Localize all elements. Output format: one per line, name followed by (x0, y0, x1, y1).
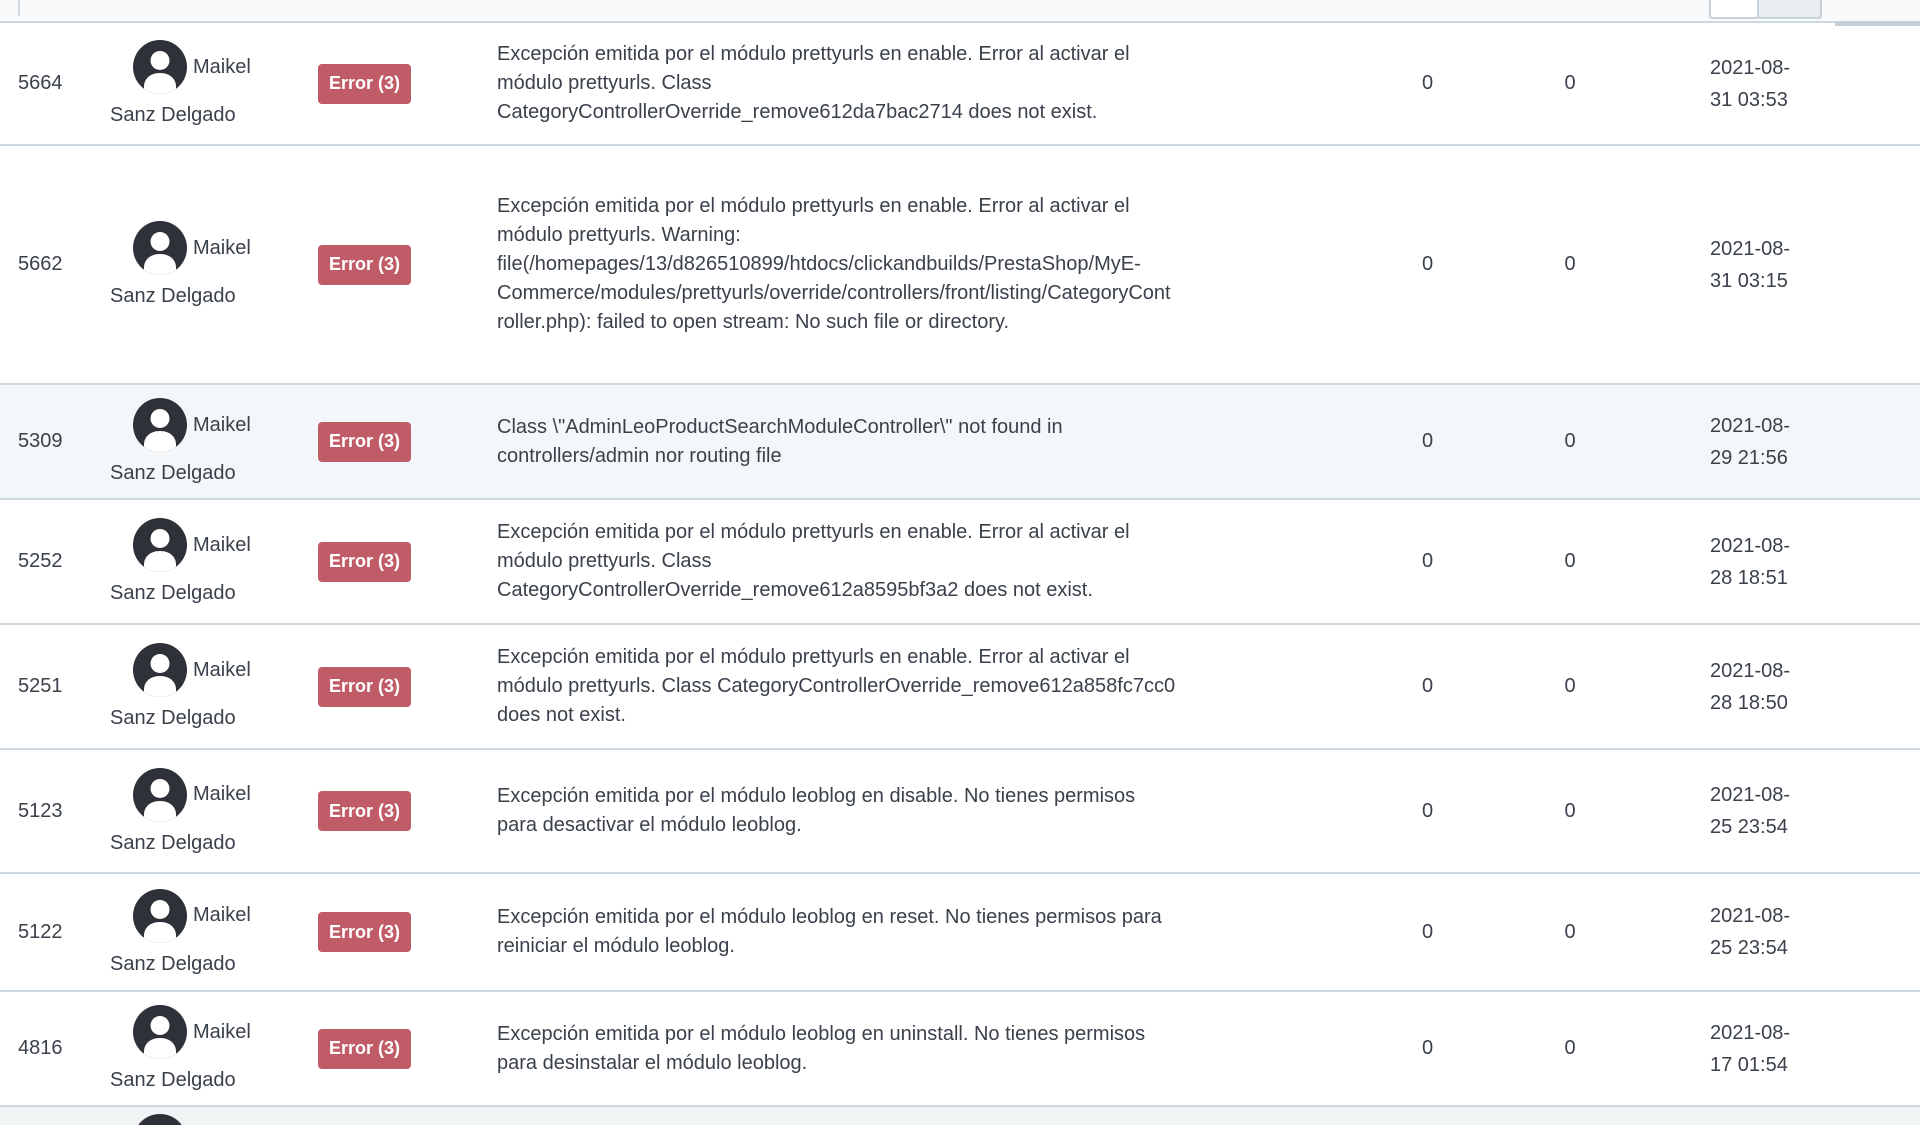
severity-badge: Error (3) (318, 245, 411, 285)
employee-name-first: Maikel (193, 55, 251, 78)
employee-name-last: Sanz Delgado (110, 831, 236, 854)
severity-badge: Error (3) (318, 912, 411, 952)
date-text: 2021-08-17 01:54 (1710, 1021, 1791, 1076)
employee-cell (100, 40, 310, 127)
table-row (0, 623, 1920, 748)
date-cell (1590, 779, 1920, 843)
message-cell: Excepción emitida por el módulo leoblog en reset. No tienes permisos para reiniciar el módulo leoblog. (497, 906, 1162, 957)
employee-name-first: Maikel (193, 533, 251, 556)
employee-name-last: Sanz Delgado (110, 285, 236, 307)
scrollbar-fragment[interactable] (1835, 21, 1920, 26)
log-id-cell: 5252 (18, 550, 63, 572)
employee-cell (100, 889, 310, 976)
employee-cell (100, 518, 310, 605)
object-id-cell: 0 (1421, 430, 1434, 452)
log-id-cell: 5664 (18, 72, 63, 94)
employee-name-first: Maikel (193, 783, 251, 805)
date-cell (1590, 233, 1920, 297)
error-code-cell: 0 (1564, 253, 1576, 275)
severity-cell (310, 64, 490, 104)
employee-avatar (133, 889, 187, 943)
employee-name-last: Sanz Delgado (110, 462, 236, 484)
table-body (0, 23, 1920, 1105)
table-row (0, 23, 1920, 144)
severity-badge: Error (3) (318, 667, 411, 707)
employee-cell (100, 398, 310, 485)
employee-avatar (133, 768, 187, 822)
date-text: 2021-08-25 23:54 (1710, 905, 1791, 959)
date-text: 2021-08-25 23:54 (1710, 784, 1791, 838)
employee-name-last: Sanz Delgado (110, 104, 236, 126)
employee-name-last: Sanz Delgado (110, 1069, 236, 1091)
severity-badge: Error (3) (318, 1029, 411, 1069)
object-id-cell: 0 (1421, 253, 1434, 275)
employee-name-first: Maikel (193, 1020, 251, 1043)
employee-name-first: Maikel (193, 658, 251, 681)
message-cell: Excepción emitida por el módulo prettyurls en enable. Error al activar el módulo prettyurls. Class CategoryControllerOverride_remove612a858fc7cc0 does not exist. (497, 646, 1176, 726)
table-row (0, 990, 1920, 1105)
employee-avatar (133, 221, 187, 275)
employee-name-first: Maikel (193, 904, 251, 926)
employee-cell (100, 221, 310, 308)
error-code-cell: 0 (1564, 72, 1576, 94)
severity-cell (310, 791, 490, 831)
message-cell: Excepción emitida por el módulo prettyurls en enable. Error al activar el módulo prettyurls. Warning: file(/homepages/13/d826510899/htdocs/clickandbuilds/PrestaShop/MyE-Commerce/modules/prettyurls/override/controllers/front/listing/CategoryController.php): failed to open stream: No such file or directory. (497, 195, 1171, 333)
employee-avatar (133, 643, 187, 697)
employee-name-first: Maikel (193, 236, 251, 259)
log-id-cell: 5123 (18, 799, 63, 822)
filter-input-fragment (18, 0, 20, 16)
severity-badge: Error (3) (318, 542, 411, 582)
message-cell: Class \"AdminLeoProductSearchModuleController\" not found in controllers/admin nor routing file (497, 415, 1063, 467)
date-text: 2021-08-31 03:15 (1710, 237, 1791, 292)
date-cell (1590, 410, 1920, 474)
severity-cell (310, 667, 490, 707)
filter-buttons (1709, 0, 1822, 19)
object-id-cell: 0 (1421, 675, 1434, 697)
severity-cell (310, 422, 490, 462)
error-code-cell: 0 (1564, 550, 1576, 572)
employee-avatar (133, 40, 187, 94)
severity-badge: Error (3) (318, 64, 411, 104)
object-id-cell: 0 (1421, 920, 1434, 943)
message-cell: Excepción emitida por el módulo leoblog en disable. No tienes permisos para desactivar el módulo leoblog. (497, 785, 1136, 836)
severity-badge: Error (3) (318, 422, 411, 462)
date-cell (1590, 52, 1920, 116)
object-id-cell: 0 (1421, 72, 1434, 94)
log-id-cell: 5309 (18, 430, 63, 452)
message-cell: Excepción emitida por el módulo leoblog en uninstall. No tienes permisos para desinstalar el módulo leoblog. (497, 1022, 1146, 1074)
date-cell (1590, 1017, 1920, 1081)
employee-name-last: Sanz Delgado (110, 952, 236, 975)
date-cell (1590, 530, 1920, 594)
table-filter-bar (0, 0, 1920, 23)
object-id-cell: 0 (1421, 550, 1434, 572)
employee-name-last: Sanz Delgado (110, 582, 236, 604)
severity-cell (310, 245, 490, 285)
error-code-cell: 0 (1564, 430, 1576, 452)
employee-avatar (133, 1114, 187, 1125)
date-text: 2021-08-28 18:50 (1710, 659, 1791, 714)
date-text: 2021-08-28 18:51 (1710, 534, 1791, 589)
error-code-cell: 0 (1564, 1037, 1576, 1059)
employee-name-first: Maikel (193, 413, 251, 436)
log-id-cell: 4816 (18, 1037, 63, 1059)
message-cell: Excepción emitida por el módulo prettyurls en enable. Error al activar el módulo prettyurls. Class CategoryControllerOverride_remove612da7bac2714 does not exist. (497, 43, 1130, 123)
error-code-cell: 0 (1564, 799, 1576, 822)
object-id-cell: 0 (1421, 799, 1434, 822)
table-row (0, 498, 1920, 623)
error-code-cell: 0 (1564, 675, 1576, 697)
date-text: 2021-08-31 03:53 (1710, 56, 1791, 111)
employee-avatar (133, 398, 187, 452)
message-cell: Excepción emitida por el módulo prettyurls en enable. Error al activar el módulo prettyurls. Class CategoryControllerOverride_remove612a8595bf3a2 does not exist. (497, 521, 1130, 601)
object-id-cell: 0 (1421, 1037, 1434, 1059)
log-id-cell: 5662 (18, 253, 63, 275)
employee-name-last: Sanz Delgado (110, 707, 236, 729)
table-row-partial (0, 1105, 1920, 1125)
severity-badge: Error (3) (318, 791, 411, 831)
employee-cell (100, 768, 310, 855)
employee-avatar (133, 1005, 187, 1059)
employee-cell (100, 1005, 310, 1092)
severity-cell (310, 1029, 490, 1069)
table-row (0, 383, 1920, 498)
filter-search-button[interactable] (1709, 0, 1759, 19)
date-cell (1590, 900, 1920, 964)
severity-cell (310, 542, 490, 582)
employee-avatar (133, 518, 187, 572)
table-row (0, 748, 1920, 872)
filter-reset-button[interactable] (1757, 0, 1822, 19)
error-code-cell: 0 (1564, 920, 1576, 943)
log-id-cell: 5122 (18, 920, 63, 943)
table-row (0, 144, 1920, 383)
severity-cell (310, 912, 490, 952)
log-id-cell: 5251 (18, 675, 63, 697)
date-cell (1590, 655, 1920, 719)
date-text: 2021-08-29 21:56 (1710, 414, 1791, 469)
employee-cell (100, 643, 310, 730)
table-row (0, 872, 1920, 990)
